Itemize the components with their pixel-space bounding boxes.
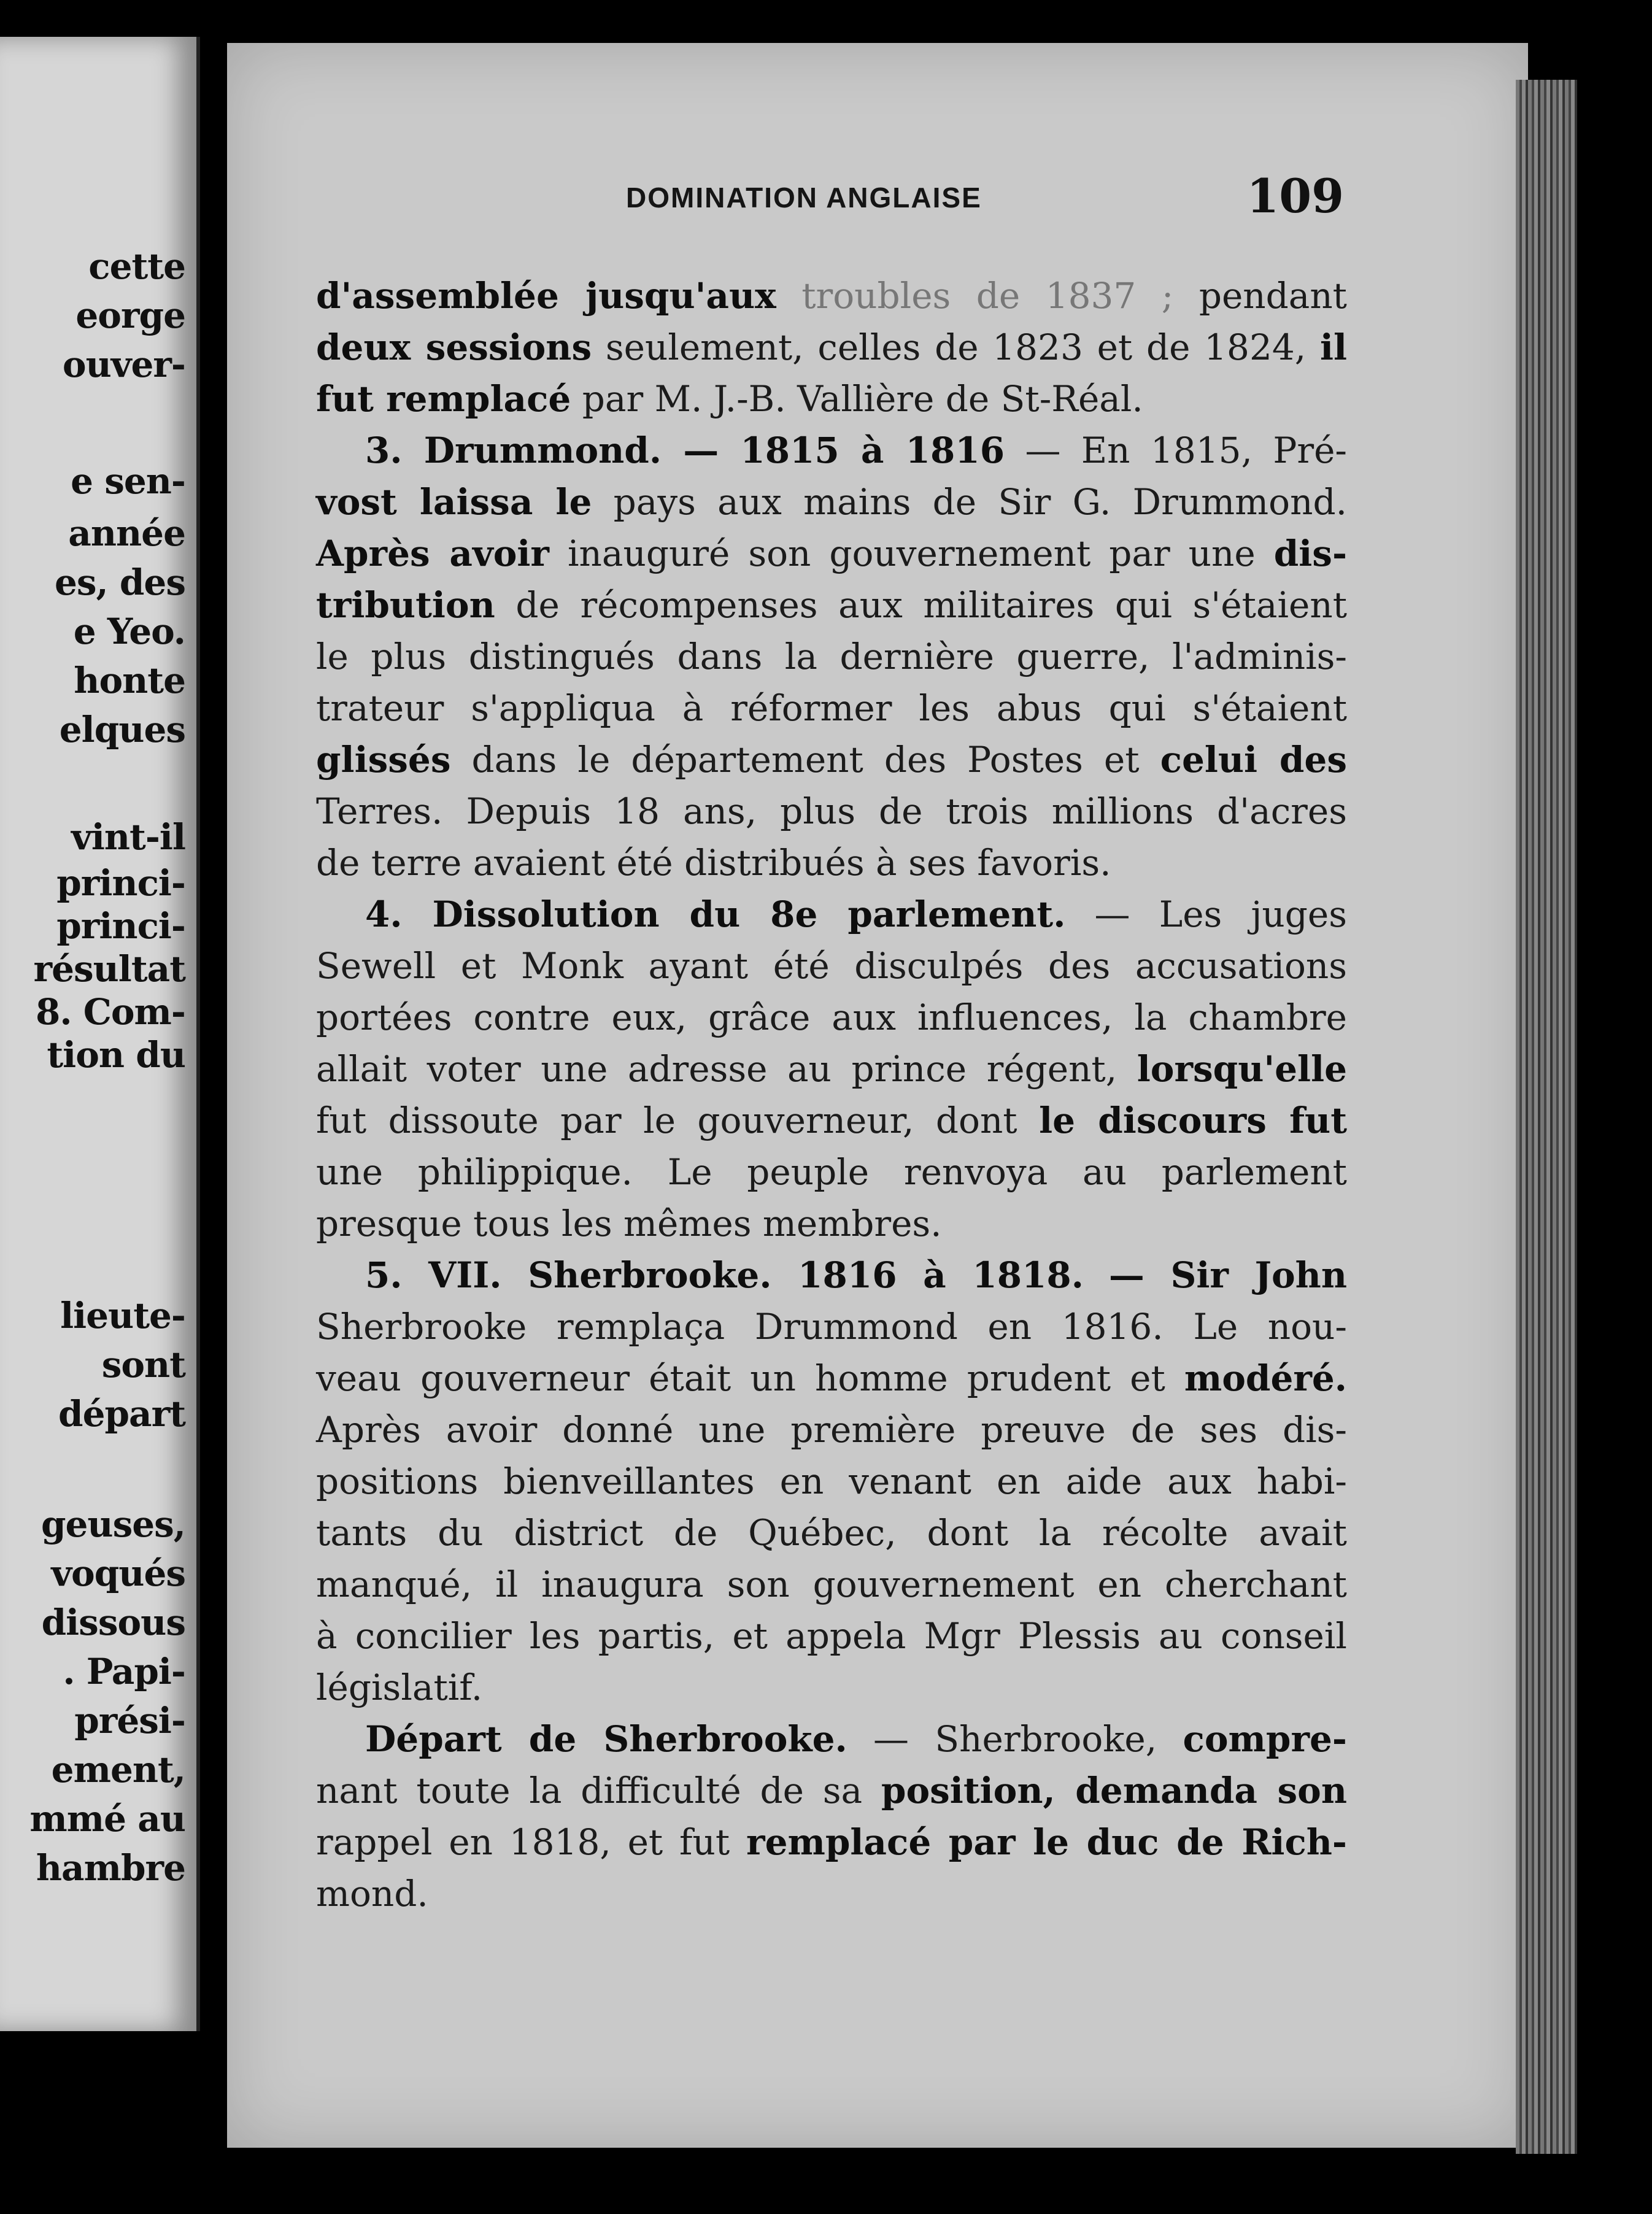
left-page-fragment: elques	[59, 709, 185, 750]
section-heading-line: 4. Dissolution du 8e parlement. — Les juges	[365, 893, 1347, 935]
text-line: Sherbrooke remplaça Drummond en 1816. Le nou-	[316, 1306, 1347, 1348]
text-line: de terre avaient été distribués à ses favoris.	[316, 842, 1111, 884]
running-head-title: DOMINATION ANGLAISE	[626, 182, 982, 214]
body-text	[316, 270, 1347, 1919]
left-page-fragment: tion du	[47, 1034, 185, 1076]
left-page-fragment: mmé au	[29, 1798, 185, 1840]
left-page-fragment: e Yeo.	[73, 611, 185, 652]
left-page-fragment: ement,	[51, 1749, 185, 1791]
text-line: portées contre eux, grâce aux influences, la chambre	[316, 997, 1347, 1038]
text-line: Après avoir donné une première preuve de ses dis-	[316, 1409, 1347, 1451]
text-line: positions bienveillantes en venant en aide aux habi-	[316, 1460, 1347, 1502]
left-page-fragment: vint-il	[71, 816, 185, 858]
left-page-fragment: . Papi-	[63, 1651, 185, 1692]
page-number: 109	[1246, 169, 1344, 223]
left-page-fragment: 8. Com-	[35, 991, 185, 1033]
text-line: manqué, il inaugura son gouvernement en cherchant	[316, 1564, 1347, 1605]
text-line: deux sessions seulement, celles de 1823 et de 1824, il	[316, 326, 1348, 368]
left-page-fragment: ouver-	[62, 344, 185, 385]
text-line: le plus distingués dans la dernière guerre, l'adminis-	[316, 636, 1347, 677]
left-page-fragment: cette	[88, 245, 185, 287]
left-page-fragment: départ	[58, 1393, 185, 1435]
left-page-fragment: e sen-	[71, 460, 185, 502]
text-line: glissés dans le département des Postes et celui des	[316, 739, 1347, 781]
text-line: veau gouverneur était un homme prudent et modéré.	[316, 1357, 1347, 1399]
text-line: allait voter une adresse au prince régent, lorsqu'elle	[316, 1048, 1347, 1090]
left-page-fragment: dissous	[41, 1602, 185, 1643]
left-page-fragment: princi-	[56, 905, 185, 947]
left-page-fragment: eorge	[75, 295, 185, 336]
text-line: Terres. Depuis 18 ans, plus de trois millions d'acres	[316, 790, 1347, 832]
text-line: à concilier les partis, et appela Mgr Plessis au conseil	[316, 1615, 1347, 1657]
left-page-fragment: sont	[101, 1344, 185, 1386]
text-line: fut dissoute par le gouverneur, dont le discours fut	[316, 1100, 1347, 1141]
page-edge	[1516, 80, 1577, 2154]
text-line: fut remplacé par M. J.-B. Vallière de St-Réal.	[316, 378, 1143, 420]
text-line: Sewell et Monk ayant été disculpés des accusations	[316, 945, 1347, 987]
left-page-fragment: hambre	[36, 1847, 185, 1889]
left-page-fragment: résultat	[33, 948, 185, 990]
section-heading-line: 3. Drummond. — 1815 à 1816 — En 1815, Pré-	[365, 430, 1348, 471]
running-head	[393, 156, 1344, 224]
section-heading-line: Départ de Sherbrooke. — Sherbrooke, compre-	[365, 1718, 1347, 1760]
text-line: tribution de récompenses aux militaires qui s'étaient	[316, 584, 1348, 626]
text-line: nant toute la difficulté de sa position, demanda son	[316, 1770, 1348, 1811]
text-line: presque tous les mêmes membres.	[316, 1203, 942, 1244]
text-line: mond.	[316, 1873, 428, 1915]
left-page-fragment: honte	[74, 660, 185, 701]
text-line: d'assemblée jusqu'aux troubles de 1837 ; pendant	[316, 275, 1347, 317]
text-line: Après avoir inauguré son gouvernement par une dis-	[316, 533, 1348, 574]
text-line: rappel en 1818, et fut remplacé par le duc de Rich-	[316, 1821, 1348, 1863]
left-facing-page	[0, 37, 200, 2031]
left-page-fragment: année	[68, 512, 185, 554]
left-page-fragment: es, des	[54, 561, 185, 603]
left-page-fragment: geuses,	[41, 1503, 185, 1545]
text-line: trateur s'appliqua à réformer les abus qui s'étaient	[316, 687, 1347, 729]
left-page-fragment: princi-	[56, 862, 185, 904]
text-line: législatif.	[316, 1667, 483, 1708]
left-page-fragment: lieute-	[60, 1295, 185, 1336]
left-page-fragment: voqués	[51, 1552, 185, 1594]
text-line: vost laissa le pays aux mains de Sir G. Drummond.	[316, 481, 1348, 523]
text-line: tants du district de Québec, dont la récolte avait	[316, 1512, 1347, 1554]
section-heading-line: 5. VII. Sherbrooke. 1816 à 1818. — Sir John	[365, 1254, 1347, 1296]
left-page-fragment: prési-	[74, 1700, 185, 1742]
text-line: une philippique. Le peuple renvoya au parlement	[316, 1151, 1347, 1193]
